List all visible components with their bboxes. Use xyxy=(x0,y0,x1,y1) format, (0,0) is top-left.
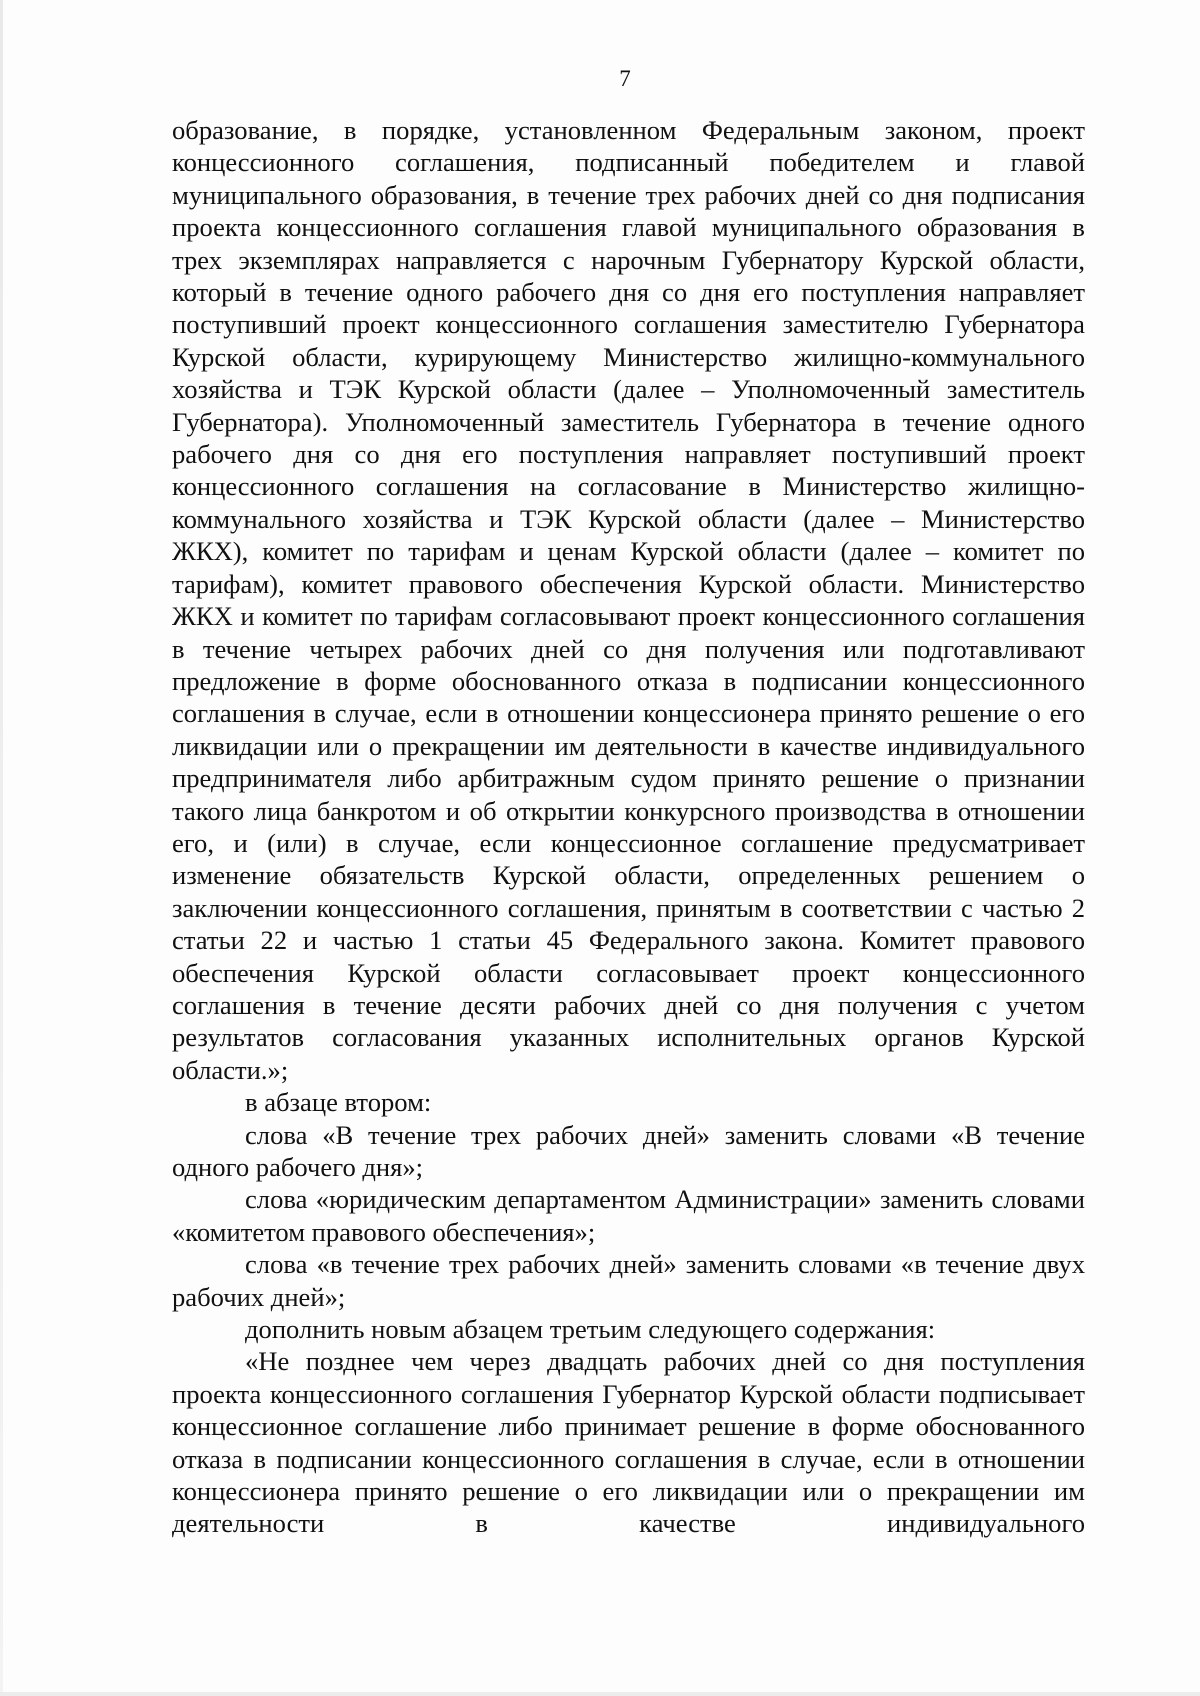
paragraph-amendment-intro: в абзаце втором: xyxy=(245,1087,432,1118)
paragraph-amendment: слова «в течение трех рабочих дней» заменить словами «в течение двух рабочих дней»; xyxy=(172,1249,1085,1312)
scan-edge xyxy=(0,0,3,1696)
paragraph-amendment: слова «В течение трех рабочих дней» заменить словами «В течение одного рабочего дня»; xyxy=(172,1119,1085,1182)
paragraph-amendment: дополнить новым абзацем третьим следующего содержания: xyxy=(245,1314,936,1345)
page-number: 7 xyxy=(619,66,631,91)
document-body xyxy=(172,114,1085,1540)
paragraph-new-text: «Не позднее чем через двадцать рабочих дней со дня поступления проекта концессионного соглашения Губернатор Курской области подписывает концессионное соглашение либо принимает решение в форме обоснованного отказа в подписании концессионного соглашения в случае, если в отношении концессионера принято решение о его ликвидации или о прекращении им деятельности в качестве индивидуального xyxy=(172,1346,1085,1539)
paragraph-amendment: слова «юридическим департаментом Администрации» заменить словами «комитетом правового обеспечения»; xyxy=(172,1184,1085,1247)
scan-edge xyxy=(0,1692,1200,1696)
paragraph-continuation: образование, в порядке, установленном Федеральным законом, проект концессионного соглашения, подписанный победителем и главой муниципального образования, в течение трех рабочих дней со дня подписания проекта концессионного соглашения главой муниципального образования в трех экземплярах направляется с нарочным Губернатору Курской области, который в течение одного рабочего дня со дня его поступления направляет поступивший проект концессионного соглашения заместителю Губернатора Курской области, курирующему Министерство жилищно-коммунального хозяйства и ТЭК Курской области (далее – Уполномоченный заместитель Губернатора). Уполномоченный заместитель Губернатора в течение одного рабочего дня со дня его поступления направляет поступивший проект концессионного соглашения на согласование в Министерство жилищно-коммунального хозяйства и ТЭК Курской области (далее – Министерство ЖКХ), комитет по тарифам и ценам Курской области (далее – комитет по тарифам), комитет правового обеспечения Курской области. Министерство ЖКХ и комитет по тарифам согласовывают проект концессионного соглашения в течение четырех рабочих дней со дня получения или подготавливают предложение в форме обоснованного отказа в подписании концессионного соглашения в случае, если в отношении концессионера принято решение о его ликвидации или о прекращении им деятельности в качестве индивидуального предпринимателя либо арбитражным судом принято решение о признании такого лица банкротом и об открытии конкурсного производства в отношении его, и (или) в случае, если концессионное соглашение предусматривает изменение обязательств Курской области, определенных решением о заключении концессионного соглашения, принятым в соответствии с частью 2 статьи 22 и частью 1 статьи 45 Федерального закона. Комитет правового обеспечения Курской области согласовывает проект концессионного соглашения в течение десяти рабочих дней со дня получения с учетом результатов согласования указанных исполнительных органов Курской области.»; xyxy=(172,115,1085,1085)
